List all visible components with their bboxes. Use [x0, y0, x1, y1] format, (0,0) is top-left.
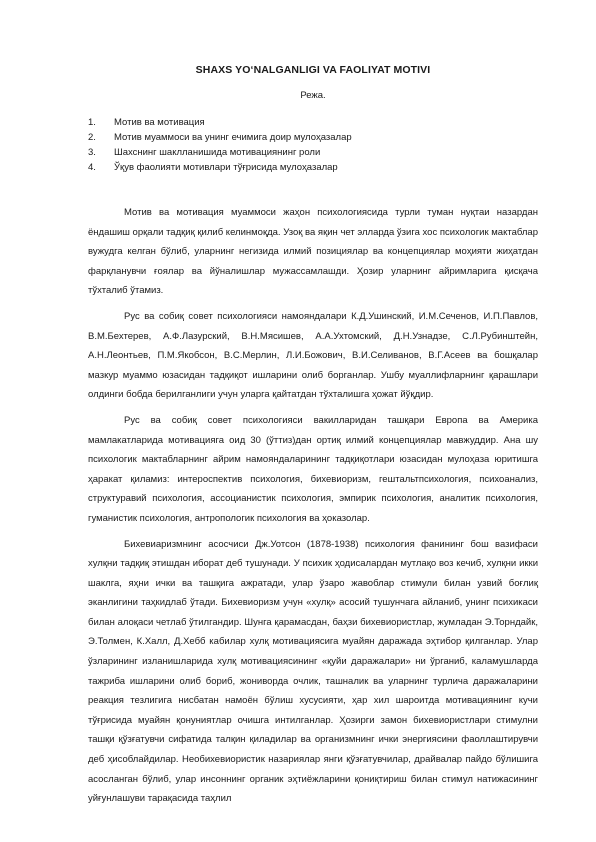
plan-item-number: 1.: [88, 117, 96, 128]
plan-item-number: 4.: [88, 162, 96, 173]
plan-item-text: Шахснинг шаклланишида мотивациянинг роли: [114, 147, 321, 158]
plan-item-number: 2.: [88, 132, 96, 143]
plan-item-number: 3.: [88, 147, 96, 158]
plan-item-text: Ўқув фаолияти мотивлари тўғрисида мулоҳазалар: [114, 162, 338, 173]
plan-item-text: Мотив муаммоси ва унинг ечимига доир мулоҳазалар: [114, 132, 352, 143]
plan-item: [88, 115, 538, 130]
body-paragraph: Бихевиаризмнинг асосчиси Дж.Уотсон (1878-1938) психология фанининг бош вазифаси хулқни тадқиқ этишдан иборат деб тушунади. У психик ҳодисалардан мутлақо воз кечиб, хулқни икки шаклга, яҳни ички ва ташқига ажратади, улар ўзаро жавоблар стимули билан узвий боғлиқ эканлигини таҳкидлаб ўтади. Бихевиоризм учун «хулқ» асосий тушунчага айланиб, унинг психикаси билан алоқаси четлаб ўтилгандир. Шунга қарамасдан, баҳзи бихевиористлар, жумладан Э.Торндайк, Э.Толмен, К.Халл, Д.Хебб кабилар хулқ мотивациясига муайян даражада эҳтибор қилганлар. Улар ўзларининг изланишларида хулқ мотивациясининг «қуйи даражалари» ни ўрганиб, каламушларда тажриба ишларини олиб бориб, жониворда очлик, ташналик ва уларнинг турлича даражаларини реакция тезлигига нисбатан намоён бўлиш хусусияти, ҳар хил шароитда мотивациянинг кучи тўғрисида муайян қонуниятлар очишга интилганлар. Ҳозирги замон бихевиористлари стимулни ташқи қўзғатувчи сифатида талқин қиладилар ва организмнинг ички энергиясини фаоллаштирувчи деб ҳисоблайдилар. Необихевиористик назариялар янги қўзғатувчилар, драйвалар пайдо бўлишига асосланган бўлиб, улар инсоннинг органик эҳтиёжларини қониқтириш билан стимул натижасининг уйғунлашуви тарақасида таҳлил: [88, 538, 538, 805]
plan-item-text: Мотив ва мотивация: [114, 117, 205, 128]
plan-list: [88, 115, 538, 175]
plan-heading: Режа.: [300, 90, 326, 101]
document-title: SHAXS YO‘NALGANLIGI VA FAOLIYAT MOTIVI: [195, 64, 431, 76]
body-paragraph: Рус ва собиқ совет психологияси вакилларидан ташқари Европа ва Америка мамлакатларида мотивацияга оид 30 (ўттиз)дан ортиқ илмий концепциялар мавжуддир. Ана шу психологик мактабларнинг айрим намояндаларининг тадқиқотлари юзасидан мулоҳаза юритишга ҳаракат қиламиз: интероспектив психология, бихевиоризм, гештальтпсихология, психоанализ, структуравий психология, ассоцианистик психология, эмпирик психология, аналитик психология, гуманистик психология, антропологик психология ва ҳоказолар.: [88, 414, 538, 524]
body-paragraph: Рус ва собиқ совет психологияси намояндалари К.Д.Ушинский, И.М.Сеченов, И.П.Павлов, В.М.Бехтерев, А.Ф.Лазурский, В.Н.Мясишев, А.А.Ухтомский, Д.Н.Узнадзе, С.Л.Рубинштейн, А.Н.Леонтьев, П.М.Якобсон, В.С.Мерлин, Л.И.Божович, В.И.Селиванов, В.Г.Асеев ва бошқалар мазкур муаммо юзасидан тадқиқот ишларини олиб борганлар. Ушбу муаллифларнинг қарашлари олдинги бобда берилганлиги учун уларга қайтатдан тўхталишга ҳожат йўқдир.: [88, 310, 538, 401]
body-paragraph: Мотив ва мотивация муаммоси жаҳон психологиясида турли туман нуқтаи назардан ёндашиш орқали тадқиқ қилиб келинмоқда. Узоқ ва яқин чет элларда ўзига хос психологик мактаблар вужудга келган бўлиб, уларнинг негизида илмий позициялар ва концепциялар моҳияти жиҳатдан фарқланувчи ғоялар ва йўналишлар мужассамлашди. Ҳозир уларнинг айримларига қисқача тўхталиб ўтамиз.: [88, 207, 538, 297]
plan-item: [88, 160, 538, 175]
plan-item: [88, 145, 538, 160]
plan-item: [88, 130, 538, 145]
